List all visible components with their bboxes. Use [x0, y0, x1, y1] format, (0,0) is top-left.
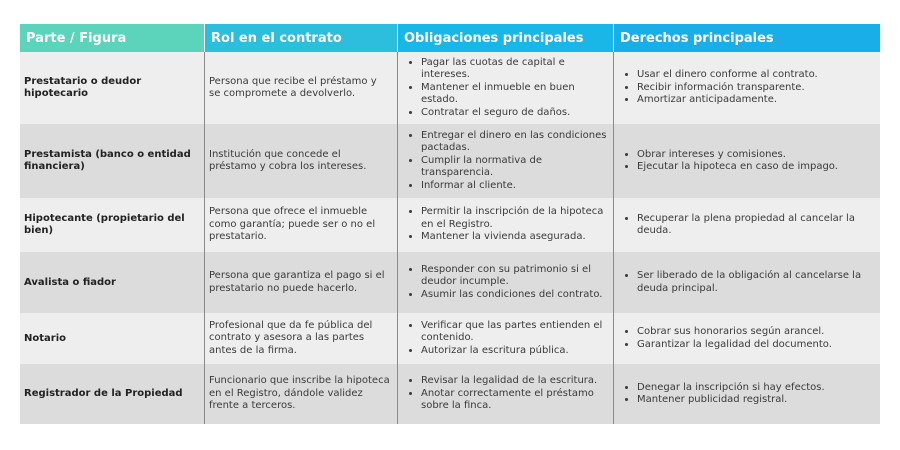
obligation-item: • Informar al cliente.: [421, 180, 607, 193]
obligations-cell: [398, 124, 614, 198]
obligations-cell: [398, 313, 614, 364]
right-item: • Ser liberado de la obligación al cancelarse la deuda principal.: [637, 270, 874, 295]
party-cell: Hipotecante (propietario del bien): [20, 198, 205, 252]
party-cell: Avalista o fiador: [20, 252, 205, 313]
obligations-cell: [398, 198, 614, 252]
table-row: [20, 252, 880, 313]
table-row: [20, 364, 880, 424]
right-item: • Ejecutar la hipoteca en caso de impago.: [637, 161, 838, 174]
party-cell: Prestamista (banco o entidad financiera): [20, 124, 205, 198]
right-item: • Amortizar anticipadamente.: [637, 94, 818, 107]
obligation-item: • Verificar que las partes entienden el contenido.: [421, 320, 607, 345]
right-item: • Mantener publicidad registral.: [637, 394, 825, 407]
rights-cell: [614, 52, 880, 124]
rights-cell: [614, 124, 880, 198]
role-cell: Funcionario que inscribe la hipoteca en el Registro, dándole validez frente a terceros.: [205, 364, 398, 424]
obligations-cell: [398, 52, 614, 124]
right-item: • Cobrar sus honorarios según arancel.: [637, 326, 832, 339]
contract-parties-table: [20, 24, 880, 424]
right-item: • Recibir información transparente.: [637, 82, 818, 95]
role-cell: Institución que concede el préstamo y cobra los intereses.: [205, 124, 398, 198]
right-item: • Usar el dinero conforme al contrato.: [637, 69, 818, 82]
obligations-cell: [398, 364, 614, 424]
rights-cell: [614, 252, 880, 313]
header-party: Parte / Figura: [20, 24, 205, 52]
obligation-item: • Revisar la legalidad de la escritura.: [421, 375, 607, 388]
obligation-item: • Contratar el seguro de daños.: [421, 107, 607, 120]
table-header-row: [20, 24, 880, 52]
role-cell: Persona que ofrece el inmueble como garantía; puede ser o no el prestatario.: [205, 198, 398, 252]
right-item: • Garantizar la legalidad del documento.: [637, 339, 832, 352]
party-cell: Notario: [20, 313, 205, 364]
rights-cell: [614, 198, 880, 252]
header-obligations: Obligaciones principales: [398, 24, 614, 52]
right-item: • Denegar la inscripción si hay efectos.: [637, 382, 825, 395]
obligation-item: • Pagar las cuotas de capital e intereses.: [421, 57, 607, 82]
role-cell: Profesional que da fe pública del contrato y asesora a las partes antes de la firma.: [205, 313, 398, 364]
role-cell: Persona que recibe el préstamo y se compromete a devolverlo.: [205, 52, 398, 124]
obligation-item: • Cumplir la normativa de transparencia.: [421, 155, 607, 180]
rights-cell: [614, 313, 880, 364]
right-item: • Recuperar la plena propiedad al cancelar la deuda.: [637, 213, 874, 238]
right-item: • Obrar intereses y comisiones.: [637, 149, 838, 162]
table-row: [20, 198, 880, 252]
rights-cell: [614, 364, 880, 424]
obligation-item: • Permitir la inscripción de la hipoteca en el Registro.: [421, 206, 607, 231]
obligation-item: • Autorizar la escritura pública.: [421, 345, 607, 358]
obligation-item: • Anotar correctamente el préstamo sobre la finca.: [421, 388, 607, 413]
party-cell: Prestatario o deudor hipotecario: [20, 52, 205, 124]
obligation-item: • Mantener el inmueble en buen estado.: [421, 82, 607, 107]
party-cell: Registrador de la Propiedad: [20, 364, 205, 424]
table-row: [20, 124, 880, 198]
table-row: [20, 313, 880, 364]
obligation-item: • Asumir las condiciones del contrato.: [421, 289, 607, 302]
header-role: Rol en el contrato: [205, 24, 398, 52]
role-cell: Persona que garantiza el pago si el prestatario no puede hacerlo.: [205, 252, 398, 313]
obligation-item: • Entregar el dinero en las condiciones pactadas.: [421, 130, 607, 155]
header-rights: Derechos principales: [614, 24, 880, 52]
obligation-item: • Responder con su patrimonio si el deudor incumple.: [421, 264, 607, 289]
obligation-item: • Mantener la vivienda asegurada.: [421, 231, 607, 244]
table-row: [20, 52, 880, 124]
obligations-cell: [398, 252, 614, 313]
